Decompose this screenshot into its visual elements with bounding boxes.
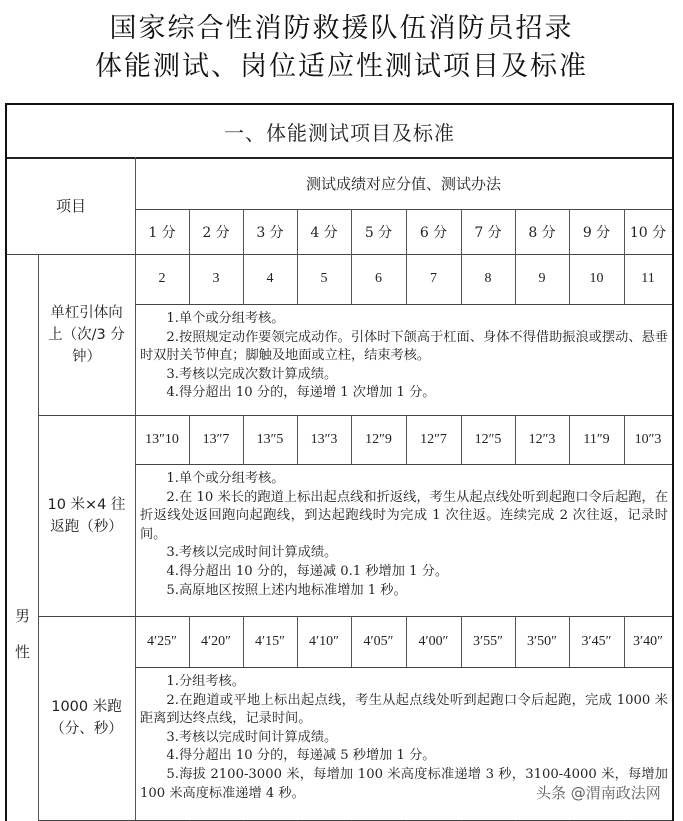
score-value: 10″3 [634,431,662,447]
title-line-1: 国家综合性消防救援队伍消防员招录 [109,13,574,44]
standards-table [5,103,674,821]
method-step: 1.分组考核。 [166,674,245,689]
score-value: 10 [589,271,604,286]
score-value: 8 [484,271,492,286]
score-column-10: 10 分 [629,224,667,241]
gender-label [7,254,38,821]
score-value: 3′55″ [473,633,503,649]
score-value: 4′05″ [363,633,394,649]
score-value: 4 [266,271,274,286]
score-value: 5 [320,271,328,286]
item-name-line: 10 米×4 往 [47,496,126,513]
document-title [0,10,683,86]
score-column-3: 3 分 [256,224,284,241]
method-step: 4.得分超出 10 分的，每递减 0.1 秒增加 1 分。 [166,563,449,579]
score-column-2: 2 分 [202,224,230,241]
score-column-1: 1 分 [148,224,176,241]
method-step: 3.考核以完成时间计算成绩。 [166,545,338,561]
score-value: 3′45″ [581,633,612,649]
score-column-6: 6 分 [419,224,448,241]
score-value: 2 [158,271,166,286]
score-value: 4′15″ [255,633,285,649]
method-step: 2.在跑道或平地上标出起点线，考生从起点线处听到起跑口令后起跑，完成 1000 米距离到达终点线，记录时间。 [140,692,668,727]
score-value: 13″5 [256,431,284,447]
method-step: 4.得分超出 10 分的，每递减 5 秒增加 1 分。 [166,748,436,764]
method-step: 2.在 10 米长的跑道上标出起点线和折返线，考生从起点线处听到起跑口令后起跑，在折返线处返回跑向起跑线，到达起跑线时为完成 1 次往返。连续完成 2 次往返，记录时间。 [140,489,668,542]
score-value: 3′40″ [633,633,663,649]
score-value: 11 [641,271,655,286]
score-value: 9 [538,271,546,286]
item-name-line: 单杠引体向 [50,304,123,321]
score-column-5: 5 分 [364,224,393,241]
score-value: 13″3 [310,431,338,447]
item-column-header: 项目 [55,197,86,215]
method-step: 5.高原地区按照上述内地标准增加 1 秒。 [166,582,407,598]
method-step: 1.单个或分组考核。 [166,311,285,326]
score-value: 12″7 [420,431,447,447]
score-value: 3 [212,271,220,286]
method-step: 5.海拔 2100-3000 米，每增加 100 米高度标准递增 3 秒，3100-4000 米，每增加 100 米高度标准递增 4 秒。 [140,766,668,801]
test-method [137,470,672,600]
score-value: 6 [375,271,382,286]
score-value: 4′10″ [309,633,339,649]
scores-column-header: 测试成绩对应分值、测试办法 [305,174,501,193]
method-step: 1.单个或分组考核。 [166,471,285,486]
item-name-line: 上（次/3 分 [48,326,125,343]
item-name-line: 返跑（秒） [50,518,123,535]
score-value: 4′00″ [418,633,449,649]
method-step: 3.考核以完成次数计算成绩。 [166,366,338,382]
score-value: 11″9 [583,431,610,447]
score-value: 12″9 [365,431,392,447]
item-name-line: （分、秒） [50,721,123,737]
score-column-7: 7 分 [474,224,502,241]
method-step: 2.按照规定动作要领完成动作。引体时下颌高于杠面、身体不得借助振浪或摆动、悬垂时双肘关节伸直；脚触及地面或立柱，结束考核。 [140,329,668,364]
gender-char-2: 性 [14,643,30,661]
section-title: 一、体能测试项目及标准 [224,120,455,145]
score-value: 13″7 [202,431,230,447]
score-column-8: 8 分 [528,224,556,241]
score-column-9: 9 分 [582,224,611,241]
score-value: 4′20″ [201,633,231,649]
item-name-line: 钟） [72,348,101,365]
item-name [38,415,135,616]
score-value: 4′25″ [147,633,177,649]
gender-char-1: 男 [14,607,30,625]
title-line-2: 体能测试、岗位适应性测试项目及标准 [95,51,588,82]
score-value: 12″3 [528,431,556,447]
test-method [137,310,672,403]
score-value: 7 [430,271,437,286]
item-name-line: 1000 米跑 [51,699,122,715]
method-step: 4.得分超出 10 分的，每递增 1 次增加 1 分。 [166,385,436,401]
method-step: 3.考核以完成时间计算成绩。 [166,729,338,745]
score-value: 13″10 [145,431,179,447]
item-name [38,616,135,820]
item-name [38,254,135,415]
watermark: 头条 @渭南政法网 [536,784,661,802]
score-value: 3′50″ [527,633,557,649]
score-value: 12″5 [474,431,502,447]
score-column-4: 4 分 [310,224,338,241]
